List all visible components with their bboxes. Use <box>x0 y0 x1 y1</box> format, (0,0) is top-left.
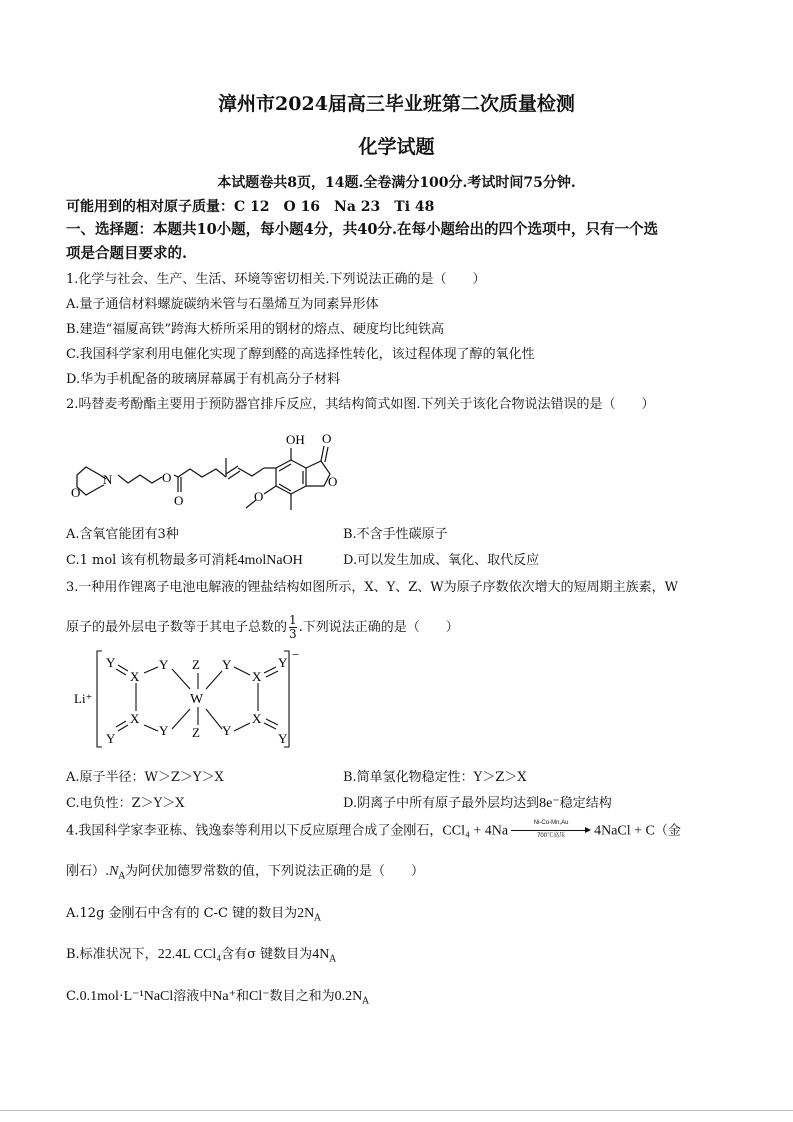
q3-option-b[interactable]: B.简单氢化物稳定性：Y＞Z＞X <box>343 770 527 785</box>
q2-ester-o-label: O <box>162 470 172 485</box>
q3-stem-line1: 3.一种用作锂离子电池电解液的锂盐结构如图所示，X、Y、Z、W为原子序数依次增大的短周期主族素，W <box>66 580 678 595</box>
q4-stem-line1: 4.我国科学家李亚栋、钱逸泰等利用以下反应原理合成了金刚石，CCl₄ + 4Na Ni-Co-Mn,Au 700℃高压 4NaCl + C（金 <box>66 820 681 839</box>
q3-x-label: X <box>252 669 262 684</box>
q2-ring-o-label: O <box>328 474 338 489</box>
q3-option-c[interactable]: C.电负性：Z＞Y＞X <box>66 796 185 811</box>
q3-charge: − <box>292 647 300 662</box>
q2-option-b[interactable]: B.不含手性碳原子 <box>343 527 448 542</box>
q4-option-a[interactable]: A.12g 金刚石中含有的 C-C 键的数目为$2N_A$ <box>66 906 321 924</box>
q2-structure-diagram <box>66 428 366 524</box>
q4-stem-line2: 刚石）$.N_A$为阿伏加德罗常数的值，下列说法正确的是（ ） <box>66 864 424 882</box>
q3-y-label: Y <box>106 655 116 670</box>
section-heading-line2: 项是合题目要求的. <box>66 245 188 262</box>
q2-methoxy-o-label: O <box>254 489 264 504</box>
q3-option-a[interactable]: A.原子半径：W＞Z＞Y＞X <box>66 770 224 785</box>
q2-option-c[interactable]: C.1 mol 该有机物最多可消耗4molNaOH <box>66 553 303 568</box>
q3-y-label: Y <box>222 657 232 672</box>
q2-oh-label: OH <box>286 432 305 447</box>
q2-stem: 2.吗替麦考酚酯主要用于预防器官排斥反应，其结构简式如图.下列关于该化合物说法错误的是（ ） <box>66 397 655 412</box>
q2-ester-carbonyl-o-label: O <box>174 493 184 508</box>
q1-stem: 1.化学与社会、生产、生活、环境等密切相关.下列说法正确的是（ ） <box>66 272 486 287</box>
q3-z-label: Z <box>192 657 200 672</box>
subject-title: 化学试题 <box>358 136 435 158</box>
q3-y-label: Y <box>278 731 288 746</box>
q3-y-label: Y <box>159 657 169 672</box>
atomic-masses: 可能用到的相对原子质量：C 12 O 16 Na 23 Ti 48 <box>66 199 435 215</box>
q3-structure-diagram <box>66 645 316 753</box>
q1-option-b[interactable]: B.建造“福厦高铁”跨海大桥所采用的钢材的熔点、硬度均比纯铁高 <box>66 322 444 337</box>
q3-w-label: W <box>190 692 204 707</box>
q3-y-label: Y <box>222 723 232 738</box>
q3-z-label: Z <box>192 725 200 740</box>
q3-x-label: X <box>130 669 140 684</box>
q3-y-label: Y <box>159 723 169 738</box>
q4-option-b[interactable]: B.标准状况下，22.4L CCl₄含有σ 键数目为$4N_A$ <box>66 947 336 965</box>
q4-option-c[interactable]: C.0.1mol·L⁻¹NaCl溶液中Na⁺和Cl⁻数目之和为$0.2N_A$ <box>66 989 369 1007</box>
page-bottom-rule <box>0 1110 793 1111</box>
q2-carbonyl-o-label: O <box>322 431 332 446</box>
q1-option-c[interactable]: C.我国科学家利用电催化实现了醇到醛的高选择性转化，该过程体现了醇的氧化性 <box>66 347 535 362</box>
q3-stem-line2: 原子的最外层电子数等于其电子总数的 $\frac{1}{3}$ .下列说法正确的是（ ） <box>66 613 459 641</box>
q3-x-label: X <box>130 711 140 726</box>
q3-y-label: Y <box>106 731 116 746</box>
q2-morpholine-o-label: O <box>71 485 81 500</box>
page-title: 漳州市2024届高三毕业班第二次质量检测 <box>218 93 575 115</box>
q2-n-label: N <box>103 472 113 487</box>
q1-option-a[interactable]: A.量子通信材料螺旋碳纳米管与石墨烯互为同素异形体 <box>66 297 379 312</box>
exam-info: 本试题卷共8页，14题.全卷满分100分.考试时间75分钟. <box>217 175 576 191</box>
section-heading-line1: 一、选择题：本题共10小题，每小题4分，共40分.在每小题给出的四个选项中，只有一个选 <box>66 221 658 238</box>
q3-option-d[interactable]: D.阴离子中所有原子最外层均达到8e⁻稳定结构 <box>343 796 612 811</box>
q1-option-d[interactable]: D.华为手机配备的玻璃屏幕属于有机高分子材料 <box>66 372 341 387</box>
q3-x-label: X <box>252 711 262 726</box>
q2-option-d[interactable]: D.可以发生加成、氧化、取代反应 <box>343 553 540 568</box>
q3-li-label: Li⁺ <box>74 691 93 706</box>
reaction-arrow: Ni-Co-Mn,Au 700℃高压 <box>511 823 591 839</box>
q2-option-a[interactable]: A.含氧官能团有3种 <box>66 527 179 542</box>
q3-y-label: Y <box>278 655 288 670</box>
